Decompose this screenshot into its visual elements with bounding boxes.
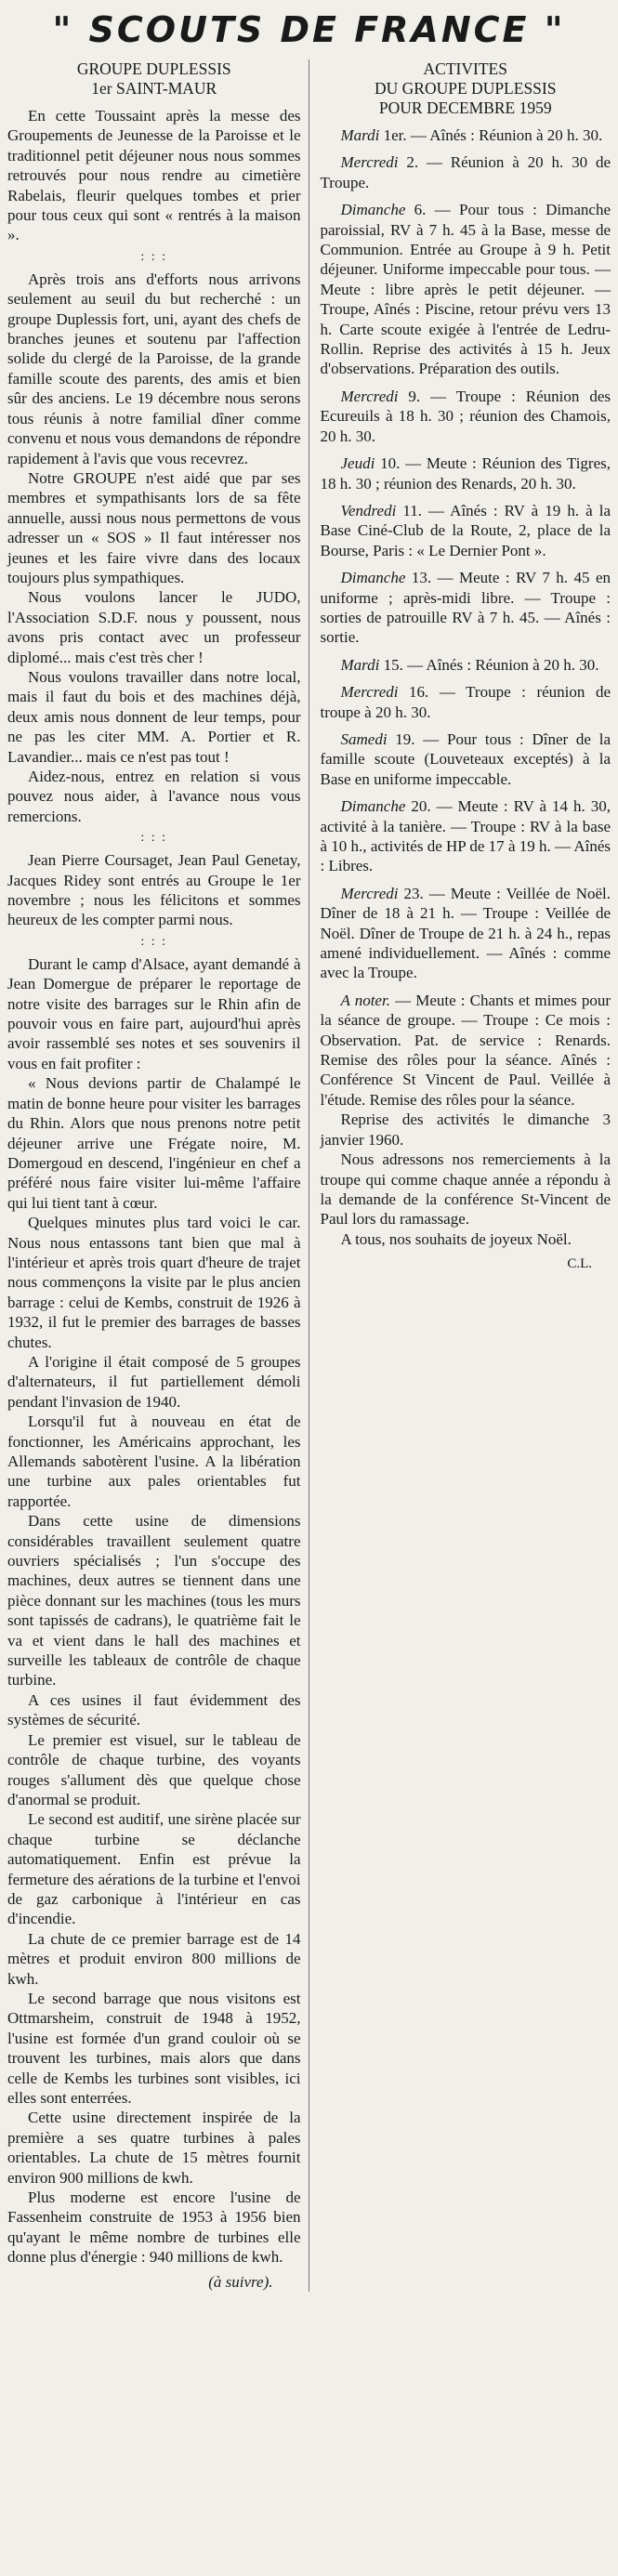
paragraph: Notre GROUPE n'est aidé que par ses membres et sympathisants lors de sa fête annuelle, aussi nous nous permettons de vous adresser un « SOS » Il faut intéresser nos jeunes et les faire vivre dans des locaux toujours plus sympathiques.: [7, 468, 301, 586]
schedule-entry: [321, 884, 611, 983]
to-be-continued: (à suivre).: [208, 2272, 273, 2291]
paragraph: La chute de ce premier barrage est de 14 mètres et produit environ 800 millions de kwh.: [7, 1929, 301, 1988]
separator: : : :: [140, 249, 168, 264]
paragraph: A tous, nos souhaits de joyeux Noël.: [340, 1229, 572, 1248]
schedule-day: Jeudi: [340, 454, 375, 473]
left-column: [7, 59, 309, 2292]
paragraph: Jean Pierre Coursaget, Jean Paul Genetay, Jacques Ridey sont entrés au Groupe le 1er novembre ; nous les félicitons et sommes heureux de les compter parmi nous.: [7, 851, 301, 929]
left-heading-line-1: GROUPE DUPLESSIS: [76, 59, 231, 78]
paragraph: A ces usines il faut évidemment des systèmes de sécurité.: [7, 1690, 301, 1729]
schedule-day: Mercredi: [340, 683, 399, 702]
schedule-text: 16. — Troupe : réunion de troupe à 20 h. 30.: [320, 683, 611, 721]
schedule-day: Mardi: [340, 126, 380, 144]
left-heading-line-2: 1er SAINT-MAUR: [91, 79, 217, 98]
right-heading-line-1: ACTIVITES: [423, 59, 507, 78]
schedule-text: 15. — Aînés : Réunion à 20 h. 30.: [379, 655, 599, 674]
paragraph: Durant le camp d'Alsace, ayant demandé à Jean Domergue de préparer le reportage de notre visite des barrages sur le Rhin afin de pouvoir vous en faire part, aujourd'hui après avoir rassemblé ses notes et ses souvenirs il vous en fait profiter :: [7, 954, 301, 1072]
schedule-entry: [321, 796, 611, 876]
schedule-text: 11. — Aînés : RV à 19 h. à la Base Ciné-Club de la Route, 2, place de la Bourse, Paris : « Le Dernier Pont ».: [320, 501, 611, 559]
paragraph: Le premier est visuel, sur le tableau de contrôle de chaque turbine, des voyants rouges s'allument dès que quelque chose d'anormal se produit.: [7, 1730, 301, 1808]
schedule-day: Vendredi: [340, 501, 397, 519]
article-columns: [7, 59, 611, 2292]
schedule-entry: [321, 152, 611, 192]
schedule-entry: [321, 682, 611, 722]
note-text: — Meute : Chants et mimes pour la séance de groupe. — Troupe : Ce mois : Observation. Pat. de service : Renards. Remise des rôles pour la séance. Aînés : Conférence St Vincent de Paul. Veillée à l'étude. Remise des rôles pour la séance.: [320, 991, 611, 1109]
schedule-entry: [321, 200, 611, 379]
right-heading-line-2: DU GROUPE DUPLESSIS: [375, 79, 557, 98]
schedule-text: 23. — Meute : Veillée de Noël. Dîner de 18 à 21 h. — Troupe : Veillée de Noël. Dîner de Troupe de 21 h. à 24 h., repas amené individuellement. — Aînés : comme avec la Troupe.: [320, 884, 611, 982]
paragraph: Cette usine directement inspirée de la première a ses quatre turbines à pales orientables. La chute de 15 mètres fournit environ 900 millions de kwh.: [7, 2109, 301, 2187]
schedule-entry: [321, 729, 611, 789]
paragraph: Nous voulons lancer le JUDO, l'Association S.D.F. nous y poussent, nous avons pris contact avec un professeur diplomé... mais c'est très cher !: [7, 588, 301, 666]
right-heading-line-3: POUR DECEMBRE 1959: [378, 99, 552, 117]
activity-schedule: [321, 125, 611, 983]
separator: : : :: [140, 831, 168, 846]
schedule-day: Dimanche: [340, 569, 406, 587]
schedule-day: Dimanche: [340, 201, 406, 219]
paragraph: « Nous devions partir de Chalampé le matin de bonne heure pour visiter les barrages du Rhin. Alors que nous prenons notre petit déjeuner arrive une Frégate noire, M. Domergoud en descend, l'ingénieur en chef a préféré nous faire visiter lui-même l'affaire qui lui tient tant à cœur.: [7, 1074, 301, 1212]
paragraph: Lorsqu'il fut à nouveau en état de fonctionner, les Américains approchant, les Allemands sabotèrent l'usine. A la libération une turbine aux pales orientables fut rapportée.: [7, 1413, 301, 1510]
schedule-entry: [321, 125, 611, 145]
schedule-text: 13. — Meute : RV 7 h. 45 en uniforme ; après-midi libre. — Troupe : sorties de patrouille RV à 7 h. 45. — Aînés : sortie.: [320, 569, 611, 647]
right-heading: [321, 59, 611, 118]
paragraph: Reprise des activités le dimanche 3 janvier 1960.: [320, 1111, 611, 1149]
schedule-text: 19. — Pour tous : Dîner de la famille scoute (Louveteaux exceptés) à la Base en uniforme impeccable.: [320, 729, 611, 788]
schedule-day: Mardi: [340, 655, 380, 674]
paragraph: A l'origine il était composé de 5 groupes d'alternateurs, il fut partiellement démoli pendant l'invasion de 1940.: [7, 1352, 301, 1411]
schedule-text: 10. — Meute : Réunion des Tigres, 18 h. 30 ; réunion des Renards, 20 h. 30.: [320, 454, 611, 493]
schedule-day: Mercredi: [340, 153, 399, 172]
schedule-entry: [321, 387, 611, 446]
schedule-day: Samedi: [340, 729, 388, 748]
schedule-entry: [321, 568, 611, 648]
schedule-text: 20. — Meute : RV à 14 h. 30, activité à la tanière. — Troupe : RV à la base à 10 h., activités de HP de 17 à 19 h. — Aînés : Libres.: [320, 797, 611, 875]
signature: C.L.: [567, 1256, 592, 1272]
paragraph: Après trois ans d'efforts nous arrivons seulement au seuil du but recherché : un groupe Duplessis fort, uni, ayant des chefs de branches jeunes et soutenu par l'affection solide du clergé de la Paroisse, de la grande famille scoute des parents, des amis et bien sûr des anciens. Le 19 décembre nous serons tous réunis à notre familial dîner comme convenu et nous vous demandons de répondre rapidement à l'avis que vous recevrez.: [7, 269, 301, 467]
note-label: A noter.: [340, 991, 390, 1009]
schedule-day: Mercredi: [340, 387, 399, 405]
schedule-entry: [321, 655, 611, 675]
paragraph: Le second barrage que nous visitons est Ottmarsheim, construit de 1948 à 1952, l'usine est formée d'un grand couloir où se trouvent les turbines, mais alors que dans celle de Kembs les turbines sont visibles, ici elles sont enterrées.: [7, 1989, 301, 2107]
paragraph: Nous voulons travailler dans notre local, mais il faut du bois et des machines déjà, deux amis nous donnent de leur temps, pour ne pas les citer MM. A. Portier et R. Lavandier... mais ce n'est pas tout !: [7, 667, 301, 766]
schedule-text: 6. — Pour tous : Dimanche paroissial, RV à 7 h. 45 à la Base, messe de Communion. Entrée au Groupe à 9 h. Petit déjeuner. Uniforme impeccable pour tous. — Meute : libre après le petit déjeuner. — Troupe, Aînés : Piscine, retour prévu vers 13 h. Carte scoute exigée à l'entrée de Ledru-Rollin. Reprise des activités à 15 h. Jeux d'observations. Préparation des outils.: [320, 201, 611, 378]
note-paragraph: [321, 991, 611, 1110]
separator: : : :: [140, 934, 168, 949]
schedule-text: 2. — Réunion à 20 h. 30 de Troupe.: [320, 153, 611, 191]
paragraph: Dans cette usine de dimensions considérables travaillent seulement quatre ouvriers spécialisés ; l'un s'occupe des machines, deux autres se tiennent dans une pièce donnant sur les machines (tous les murs sont tapissés de cadrans), le quatrième fait le va et vient dans le hall des machines et surveille les tableaux de contrôle de chaque turbine.: [7, 1512, 301, 1689]
page-banner: " SCOUTS DE FRANCE ": [52, 9, 566, 50]
paragraph: Nous adressons nos remerciements à la troupe qui comme chaque année a répondu à la demande de la conférence St-Vincent de Paul lors du ramassage.: [320, 1150, 611, 1229]
left-heading: [7, 59, 301, 99]
paragraph: Plus moderne est encore l'usine de Fassenheim construite de 1953 à 1956 bien qu'ayant le même nombre de turbines elle donne plus d'énergie : 940 millions de kwh.: [7, 2188, 301, 2267]
paragraph: Aidez-nous, entrez en relation si vous pouvez nous aider, à l'avance nous vous remercions.: [7, 768, 301, 825]
schedule-text: 9. — Troupe : Réunion des Ecureuils à 18 h. 30 ; réunion des Chamois, 20 h. 30.: [320, 387, 611, 445]
right-column: [309, 59, 611, 1272]
paragraph: Quelques minutes plus tard voici le car. Nous nous entassons tant bien que mal à l'intérieur et après trois quart d'heure de trajet nous commençons la visite par le plus ancien barrage : celui de Kembs, construit de 1926 à 1932, il fut le premier des barrages de basses chutes.: [7, 1214, 301, 1351]
paragraph: En cette Toussaint après la messe des Groupements de Jeunesse de la Paroisse et le traditionnel petit déjeuner nous nous sommes retrouvés pour nous rendre au cimetière Rabelais, fleurir quelques tombes et prier pour tous ceux qui sont « rentrés à la maison ».: [7, 107, 301, 244]
schedule-entry: [321, 453, 611, 493]
schedule-text: 1er. — Aînés : Réunion à 20 h. 30.: [379, 126, 603, 144]
schedule-day: Mercredi: [340, 884, 399, 902]
schedule-entry: [321, 501, 611, 560]
schedule-day: Dimanche: [340, 797, 406, 816]
paragraph: Le second est auditif, une sirène placée sur chaque turbine se déclanche automatiquement. Enfin est prévue la fermeture des aérations de la turbine et l'envoi de gaz carbonique à l'intérieur en cas d'incendie.: [7, 1810, 301, 1928]
